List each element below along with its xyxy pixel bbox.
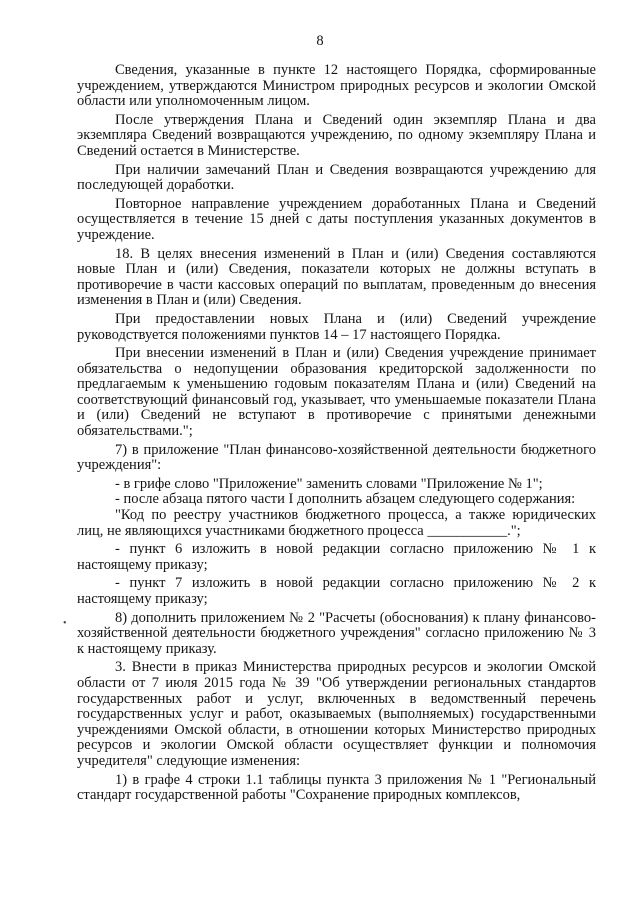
paragraph: - после абзаца пятого части I дополнить абзацем следующего содержания:: [115, 491, 576, 508]
paragraph: При внесении изменений в План и (или) Сведения учреждение принимает обязательства о недопущении образования кредиторской задолженности по предлагаемым к уменьшению годовым показателям Плана и (или) Сведений на соответствующий финансовый год, указывает, что уменьшаемые показатели Плана и (или) Сведений не вступают в противоречие с принятыми денежными обязательствами.";: [77, 345, 596, 440]
paragraph: При предоставлении новых Плана и (или) Сведений учреждение руководствуется положениями пунктов 14 – 17 настоящего Порядка.: [77, 310, 596, 343]
document-body: [77, 63, 596, 804]
paragraph: Повторное направление учреждением доработанных Плана и Сведений осуществляется в течение 15 дней с даты поступления указанных документов в учреждение.: [77, 195, 596, 243]
paragraph: 18. В целях внесения изменений в План и (или) Сведения составляются новые План и (или) Сведения, показатели которых не должны вступать в противоречие в части кассовых операций по выплатам, проведенным до внесения изменения в План и (или) Сведения.: [77, 245, 596, 309]
paragraph: 3. Внести в приказ Министерства природных ресурсов и экологии Омской области от 7 июля 2015 года № 39 "Об утверждении региональных стандартов государственных работ и услуг, включенных в ведомственный перечень государственных услуг и работ, оказываемых (выполняемых) государственными учреждениями Омской области, в отношении которых Министерство природных ресурсов и экологии Омской области осуществляет функции и полномочия учредителя" следующие изменения:: [77, 659, 596, 769]
paragraph: - пункт 6 изложить в новой редакции согласно приложению № 1 к настоящему приказу;: [77, 541, 596, 573]
paragraph: "Код по реестру участников бюджетного процесса, а также юридических лиц, не являющихся участниками бюджетного процесса ___________.";: [77, 507, 596, 539]
paragraph: - пункт 7 изложить в новой редакции согласно приложению № 2 к настоящему приказу;: [77, 575, 596, 607]
paragraph: - в грифе слово "Приложение" заменить словами "Приложение № 1";: [115, 475, 543, 492]
paragraph: При наличии замечаний План и Сведения возвращаются учреждению для последующей доработки.: [77, 161, 596, 194]
paragraph: После утверждения Плана и Сведений один экземпляр Плана и два экземпляра Сведений возвращаются учреждению, по одному экземпляру Плана и Сведений остается в Министерстве.: [77, 111, 596, 159]
page-number: 8: [316, 33, 324, 49]
paragraph: 1) в графе 4 строки 1.1 таблицы пункта 3 приложения № 1 "Региональный стандарт государственной работы "Сохранение природных комплексов,: [77, 771, 596, 804]
paragraph: 7) в приложение "План финансово-хозяйственной деятельности бюджетного учреждения":: [77, 441, 596, 474]
margin-mark: •: [63, 618, 67, 629]
paragraph: Сведения, указанные в пункте 12 настоящего Порядка, сформированные учреждением, утверждаются Министром природных ресурсов и экологии Омской области или уполномоченным лицом.: [77, 62, 596, 110]
paragraph: 8) дополнить приложением № 2 "Расчеты (обоснования) к плану финансово-хозяйственной деятельности бюджетного учреждения" согласно приложению № 3 к настоящему приказу.: [77, 609, 596, 657]
